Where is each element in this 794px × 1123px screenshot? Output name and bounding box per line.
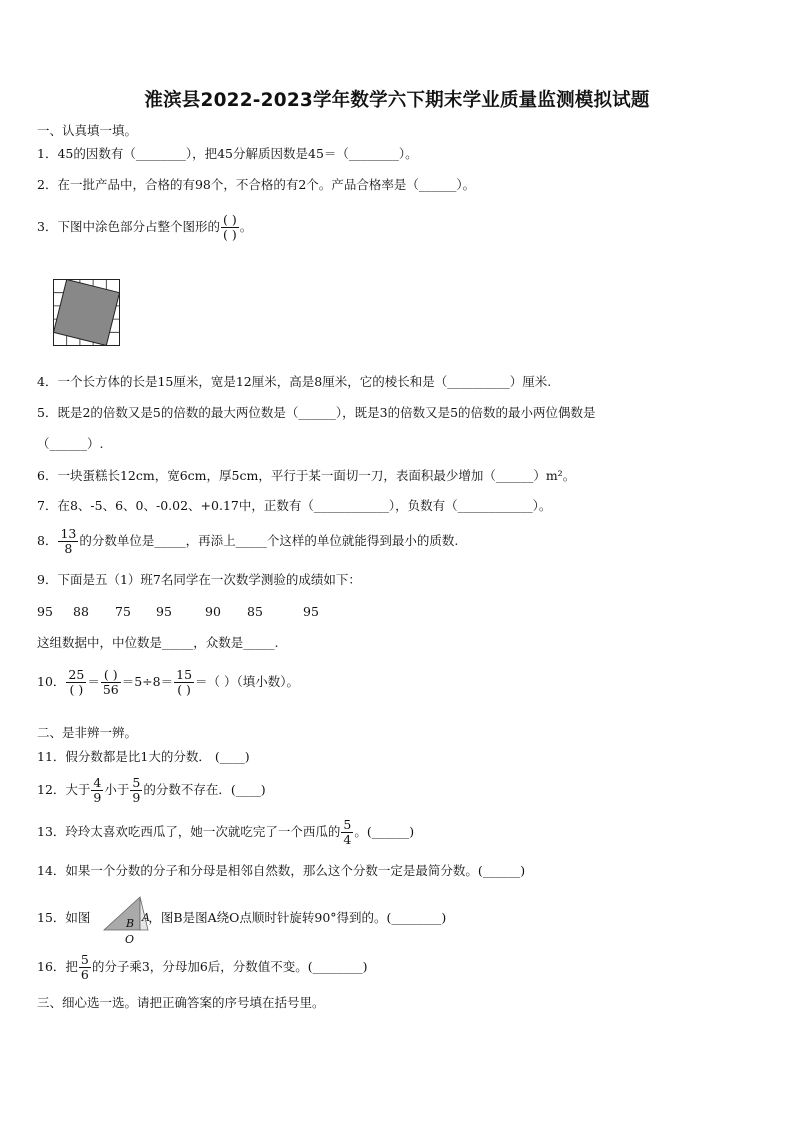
question-12-text: 12．大于	[37, 782, 91, 797]
question-16-text: 16．把	[37, 959, 78, 974]
question-10-fraction-3	[174, 668, 194, 697]
section-2-heading: 二、是非辨一辨。	[37, 725, 138, 740]
question-2: 2．在一批产品中，合格的有98个，不合格的有2个。产品合格率是（______）。	[37, 177, 476, 192]
question-8-fraction	[58, 527, 78, 556]
question-13-text: 13．玲玲太喜欢吃西瓜了，她一次就吃完了一个西瓜的	[37, 824, 341, 839]
question-15-text: 15．如图	[37, 910, 91, 925]
fraction-numerator: ( )	[103, 667, 118, 682]
question-3-end: 。	[239, 219, 253, 234]
question-10-fraction-1	[66, 668, 86, 697]
fraction-denominator: 56	[102, 682, 119, 697]
question-1: 1．45的因数有（________），把45分解质因数是45＝（________）。	[37, 146, 418, 161]
fraction-numerator: 25	[68, 667, 85, 682]
fraction-numerator: ( )	[222, 212, 237, 227]
question-8-text: 的分数单位是_____，再添上_____个这样的单位就能得到最小的质数.	[79, 533, 459, 548]
question-15-end: ，图B是图A绕O点顺时针旋转90°得到的。(________)	[148, 910, 447, 925]
score-item: 95	[303, 604, 319, 619]
fraction-numerator: 13	[60, 526, 77, 541]
question-10-number: 10．	[37, 674, 66, 689]
fraction-numerator: 5	[343, 817, 352, 832]
fraction-denominator: 4	[343, 832, 352, 847]
question-9-prompt: 这组数据中，中位数是_____，众数是_____.	[37, 635, 279, 650]
section-3-heading: 三、细心选一选。请把正确答案的序号填在括号里。	[37, 995, 325, 1010]
question-3-fraction	[221, 213, 239, 242]
rotation-triangle-figure	[96, 895, 156, 947]
score-item: 88	[73, 604, 89, 619]
score-item: 85	[247, 604, 263, 619]
score-item: 95	[156, 604, 172, 619]
fraction-numerator: 15	[176, 667, 193, 682]
question-9: 9．下面是五（1）班7名同学在一次数学测验的成绩如下：	[37, 572, 361, 587]
question-8	[37, 527, 458, 556]
fraction-denominator: ( )	[177, 682, 191, 697]
question-16-end: 的分子乘3，分母加6后，分数值不变。(________)	[91, 959, 368, 974]
fraction-denominator: 6	[80, 967, 89, 982]
question-12-fraction-1	[91, 776, 103, 805]
fraction-numerator: 4	[93, 775, 102, 790]
fraction-denominator: 9	[132, 790, 141, 805]
question-13-fraction	[341, 818, 353, 847]
shaded-square-figure	[53, 279, 121, 347]
question-12-fraction-2	[130, 776, 142, 805]
question-10-middle: ＝5÷8＝	[121, 674, 174, 689]
question-12	[37, 776, 266, 805]
fraction-denominator: ( )	[222, 227, 237, 242]
score-item: 90	[205, 604, 221, 619]
question-3-text: 3．下图中涂色部分占整个图形的	[37, 219, 220, 234]
figure-label-A: A	[142, 911, 150, 924]
fraction-numerator: 5	[132, 775, 141, 790]
question-10	[37, 668, 299, 697]
question-10-fraction-2	[101, 668, 121, 697]
question-8-number: 8．	[37, 533, 58, 548]
question-10-end: ＝（ ）（填小数）。	[195, 674, 300, 689]
question-11: 11．假分数都是比1大的分数． (____)	[37, 749, 250, 764]
question-7: 7．在8、-5、6、0、-0.02、+0.17中，正数有（____________），负数有（____________）。	[37, 498, 552, 513]
equals-sign: ＝	[87, 674, 100, 689]
question-12-end: 的分数不存在．(____)	[143, 782, 266, 797]
question-5-continued: （______）.	[37, 436, 104, 451]
question-12-middle: 小于	[104, 782, 130, 797]
question-16	[37, 953, 368, 982]
fraction-denominator: 9	[93, 790, 102, 805]
score-item: 75	[115, 604, 131, 619]
fraction-numerator: 5	[80, 952, 89, 967]
page-title: 淮滨县2022-2023学年数学六下期末学业质量监测模拟试题	[144, 90, 650, 111]
question-6: 6．一块蛋糕长12cm，宽6cm，厚5cm，平行于某一面切一刀，表面积最少增加（______）m²。	[37, 468, 576, 483]
question-16-fraction	[79, 953, 91, 982]
question-3	[37, 213, 252, 242]
fraction-denominator: ( )	[69, 682, 84, 697]
figure-label-O: O	[125, 933, 135, 946]
score-item: 95	[37, 604, 53, 619]
question-13-end: 。(______)	[354, 824, 415, 839]
question-14: 14．如果一个分数的分子和分母是相邻自然数，那么这个分数一定是最简分数。(______)	[37, 863, 526, 878]
question-4: 4．一个长方体的长是15厘米，宽是12厘米，高是8厘米，它的棱长和是（__________）厘米.	[37, 374, 552, 389]
question-13	[37, 818, 414, 847]
question-5: 5．既是2的倍数又是5的倍数的最大两位数是（______），既是3的倍数又是5的倍数的最小两位偶数是	[37, 405, 596, 420]
fraction-denominator: 8	[64, 541, 73, 556]
section-1-heading: 一、认真填一填。	[37, 123, 138, 138]
figure-label-B: B	[126, 917, 135, 930]
